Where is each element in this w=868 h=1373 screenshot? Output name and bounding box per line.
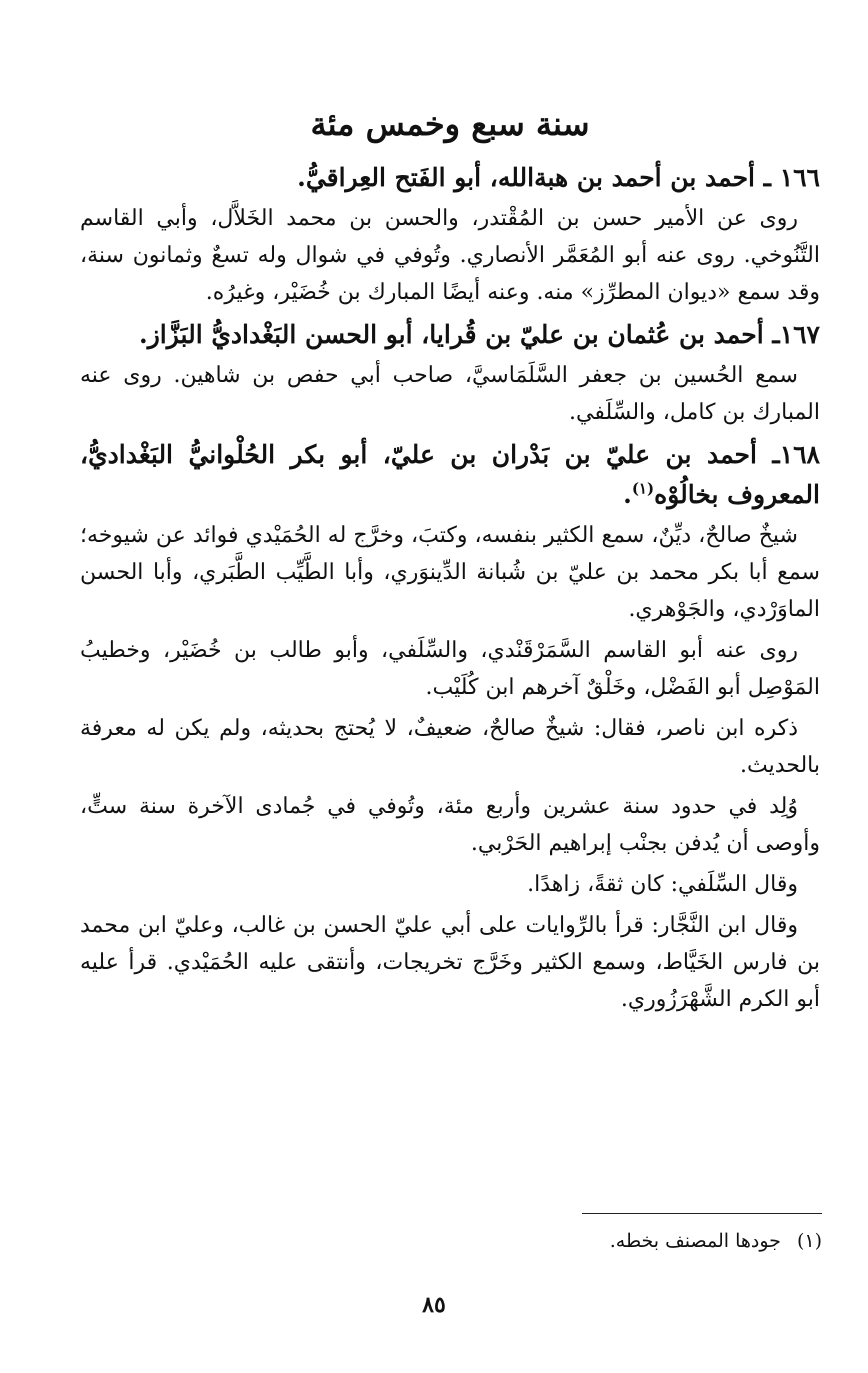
entry-paragraph: ذكره ابن ناصر، فقال: شيخٌ صالحٌ، ضعيفٌ، لا يُحتج بحديثه، ولم يكن له معرفة بالحديث. <box>80 716 820 778</box>
page-number: ٨٥ <box>422 1292 446 1318</box>
footnote-divider <box>582 1213 822 1214</box>
entry-heading-end: . <box>623 480 632 509</box>
footnote-marker: (١) <box>631 479 655 498</box>
entry-paragraph: سمع الحُسين بن جعفر السَّلَمَاسيَّ، صاحب أبي حفص بن شاهين. روى عنه المبارك بن كامل، والسِّلَفي. <box>80 363 820 425</box>
entry-166 <box>80 158 820 311</box>
entry-paragraph: شيخٌ صالحٌ، ديِّنٌ، سمع الكثير بنفسه، وكتبَ، وخرَّج له الحُمَيْدي فوائد عن شيوخه؛ سمع أبا بكر محمد بن عليّ بن شُبانة الدِّينوَري، وأبا الطَّيِّب الطَّبَري، وأبا الحسن الماوَرْدي، والجَوْهري. <box>80 523 820 622</box>
entry-heading <box>80 435 820 515</box>
entry-paragraph: روى عن الأمير حسن بن المُقْتدر، والحسن بن محمد الخَلاَّل، وأبي القاسم التَّنُوخي. روى عنه أبو المُعَمَّر الأنصاري. وتُوفي في شوال وله تسعٌ وثمانون سنة، وقد سمع «ديوان المطرِّز» منه. وعنه أيضًا المبارك بن خُضَيْر، وغيرُه. <box>80 206 820 305</box>
entry-heading: ١٦٦ ـ أحمد بن أحمد بن هبةالله، أبو الفَتح العِراقيُّ. <box>297 163 820 192</box>
entry-heading: ١٦٧ـ أحمد بن عُثمان بن عليّ بن قُرايا، أبو الحسن البَغْداديُّ البَزَّاز. <box>139 320 820 349</box>
page-body <box>80 100 820 1022</box>
entry-167 <box>80 315 820 431</box>
footnote-number: (١) <box>796 1230 822 1252</box>
entry-heading-text: ١٦٨ـ أحمد بن عليّ بن بَدْران بن عليّ، أبو بكر الحُلْوانيُّ البَغْداديُّ، المعروف بخالُوْه <box>80 440 820 509</box>
entry-paragraph: وقال ابن النَّجَّار: قرأ بالرِّوايات على أبي عليّ الحسن بن غالب، وعليّ ابن محمد بن فارس الخَيَّاط، وسمع الكثير وخَرَّج تخريجات، وأنتقى عليه الحُمَيْدي. قرأ عليه أبو الكرم الشَّهْرَزُوري. <box>80 913 820 1012</box>
footnote <box>82 1226 822 1256</box>
entry-paragraph: وُلِد في حدود سنة عشرين وأربع مئة، وتُوفي في جُمادى الآخرة سنة ستٍّ، وأوصى أن يُدفن بجنْب إبراهيم الحَرْبي. <box>80 794 820 856</box>
chapter-title: سنة سبع وخمس مئة <box>310 105 590 143</box>
entry-paragraph: وقال السِّلَفي: كان ثقةً، زاهدًا. <box>527 872 798 897</box>
entry-paragraph: روى عنه أبو القاسم السَّمَرْقَنْدي، والسِّلَفي، وأبو طالب بن خُضَيْر، وخطيبُ المَوْصِل أبو الفَضْل، وخَلْقٌ آخرهم ابن كُلَيْب. <box>80 638 820 700</box>
entry-168 <box>80 435 820 1018</box>
footnote-text: جودها المصنف بخطه. <box>609 1230 781 1252</box>
